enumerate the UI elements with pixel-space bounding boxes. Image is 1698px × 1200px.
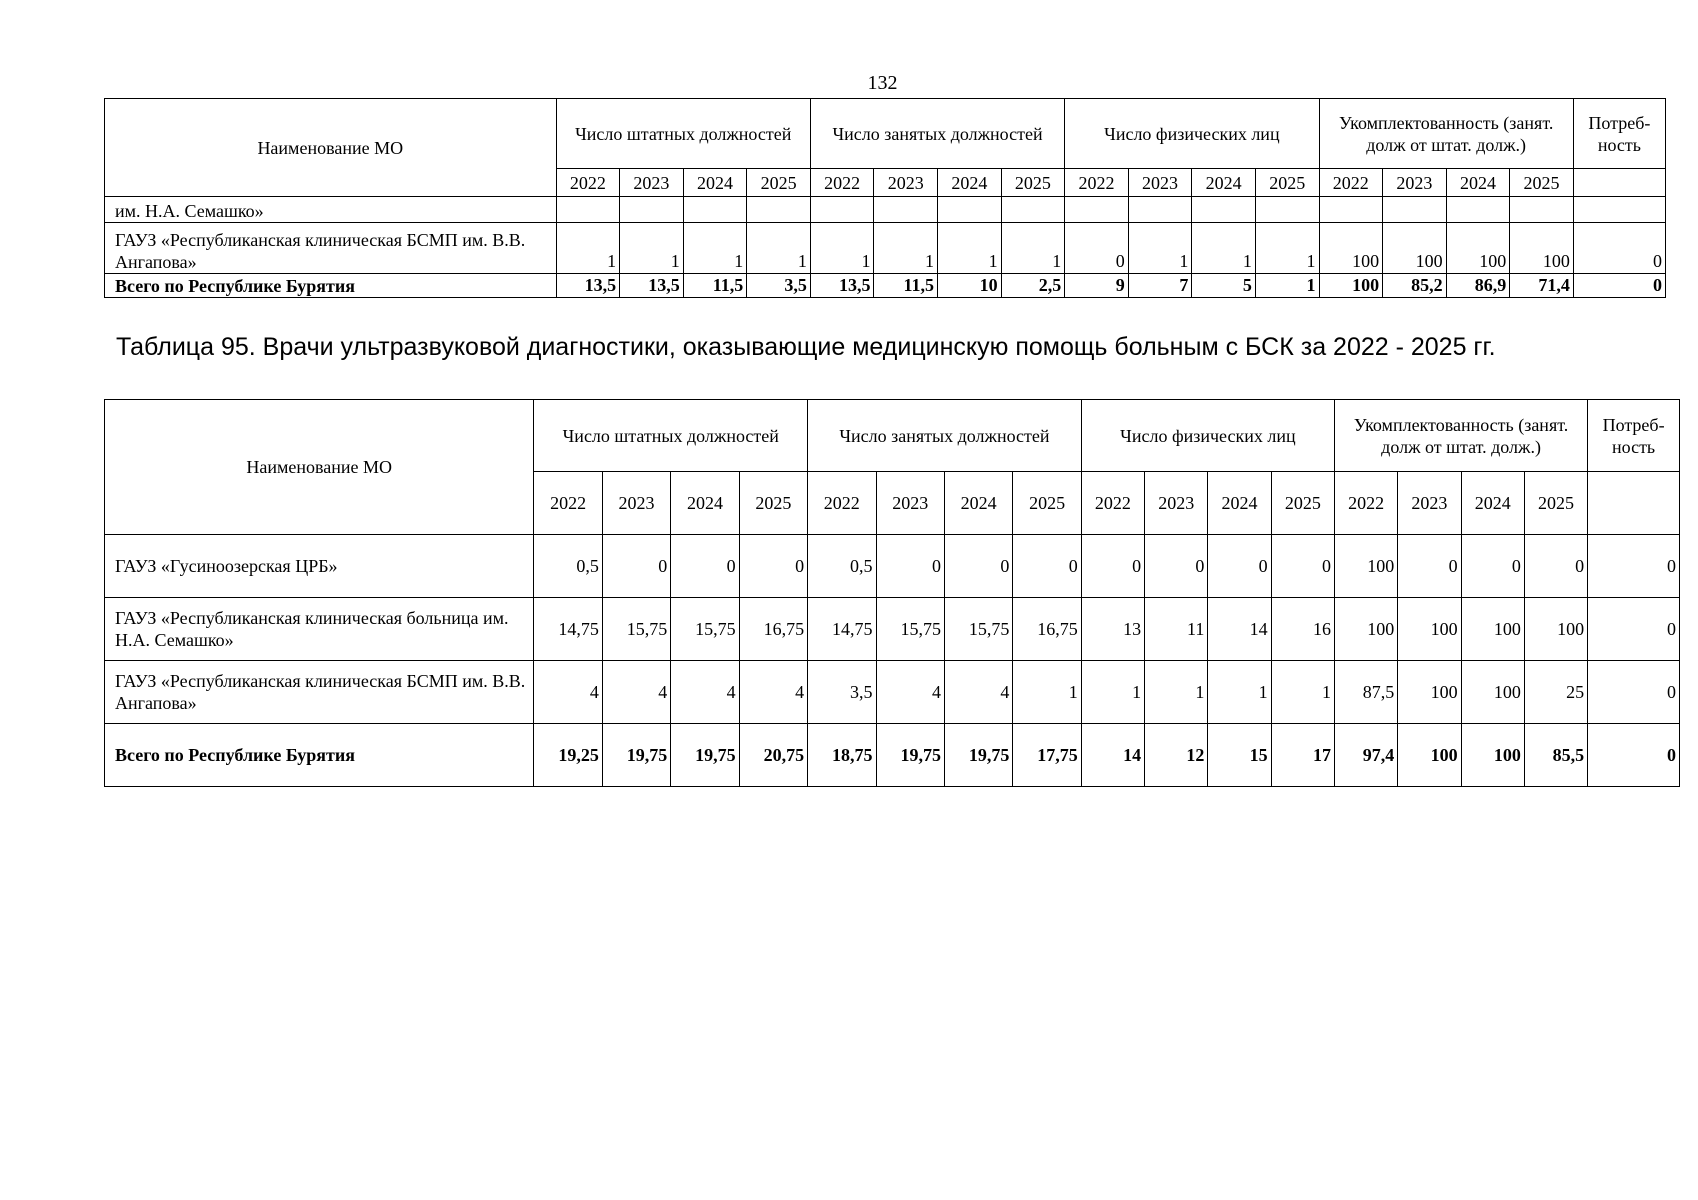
year-header: 2024 xyxy=(938,169,1002,197)
year-header: 2025 xyxy=(1255,169,1319,197)
year-header: 2022 xyxy=(556,169,620,197)
cell-value: 19,75 xyxy=(671,724,739,787)
cell-value: 15,75 xyxy=(671,598,739,661)
year-header-empty xyxy=(1573,169,1665,197)
cell-value: 100 xyxy=(1446,223,1510,274)
year-header: 2023 xyxy=(1128,169,1192,197)
cell-value: 19,75 xyxy=(876,724,944,787)
cell-value: 1 xyxy=(620,223,684,274)
row-name: ГАУЗ «Республиканская клиническая БСМП им. В.В. Ангапова» xyxy=(105,223,557,274)
cell-value: 16 xyxy=(1271,598,1334,661)
cell-value: 11 xyxy=(1145,598,1208,661)
year-header: 2022 xyxy=(1065,169,1129,197)
cell-value: 12 xyxy=(1145,724,1208,787)
page-number: 132 xyxy=(867,72,898,94)
cell-value: 0 xyxy=(1588,598,1680,661)
cell-value: 1 xyxy=(938,223,1002,274)
cell-value: 25 xyxy=(1524,661,1587,724)
row-name: Всего по Республике Бурятия xyxy=(105,274,557,298)
cell-value: 1 xyxy=(747,223,811,274)
cell-value xyxy=(938,197,1002,223)
cell-value xyxy=(1065,197,1129,223)
cell-value: 0 xyxy=(1524,535,1587,598)
cell-value: 0 xyxy=(876,535,944,598)
header-group-staff: Число штатных должностей xyxy=(534,400,808,472)
cell-value: 1 xyxy=(1013,661,1081,724)
cell-value: 10 xyxy=(938,274,1002,298)
year-header: 2025 xyxy=(1013,472,1081,535)
cell-value xyxy=(1573,197,1665,223)
cell-value: 0 xyxy=(1573,274,1665,298)
cell-value xyxy=(1255,197,1319,223)
year-header: 2022 xyxy=(808,472,876,535)
table-row xyxy=(105,535,1680,598)
table-row xyxy=(105,661,1680,724)
cell-value: 15 xyxy=(1208,724,1271,787)
cell-value: 18,75 xyxy=(808,724,876,787)
cell-value: 0 xyxy=(1573,223,1665,274)
cell-value: 97,4 xyxy=(1334,724,1397,787)
cell-value: 1 xyxy=(1192,223,1256,274)
cell-value: 1 xyxy=(1255,223,1319,274)
cell-value: 20,75 xyxy=(739,724,807,787)
cell-value: 1 xyxy=(1208,661,1271,724)
cell-value: 0 xyxy=(1081,535,1144,598)
cell-value: 87,5 xyxy=(1334,661,1397,724)
table-95 xyxy=(104,399,1680,787)
year-header: 2024 xyxy=(1446,169,1510,197)
cell-value: 16,75 xyxy=(739,598,807,661)
cell-value xyxy=(1446,197,1510,223)
cell-value xyxy=(874,197,938,223)
cell-value: 5 xyxy=(1192,274,1256,298)
cell-value: 0 xyxy=(1013,535,1081,598)
cell-value: 100 xyxy=(1461,724,1524,787)
year-header: 2023 xyxy=(1398,472,1461,535)
year-header: 2022 xyxy=(1334,472,1397,535)
cell-value: 15,75 xyxy=(944,598,1012,661)
cell-value: 15,75 xyxy=(602,598,670,661)
table-caption: Таблица 95. Врачи ультразвуковой диагностики, оказывающие медицинскую помощь больным с БСК за 2022 - 2025 гг. xyxy=(116,333,1496,361)
cell-value: 14,75 xyxy=(534,598,602,661)
cell-value: 71,4 xyxy=(1510,274,1574,298)
cell-value xyxy=(1383,197,1447,223)
year-header: 2025 xyxy=(1001,169,1065,197)
cell-value: 0 xyxy=(1461,535,1524,598)
cell-value: 0 xyxy=(1271,535,1334,598)
cell-value: 9 xyxy=(1065,274,1129,298)
row-name: ГАУЗ «Республиканская клиническая больница им. Н.А. Семашко» xyxy=(105,598,534,661)
header-group-staffing: Укомплектованность (занят. долж от штат. долж.) xyxy=(1319,99,1573,169)
cell-value: 3,5 xyxy=(808,661,876,724)
header-group-need: Потреб-ность xyxy=(1588,400,1680,472)
table-row xyxy=(105,197,1666,223)
cell-value: 0,5 xyxy=(808,535,876,598)
table-row xyxy=(105,598,1680,661)
year-header: 2023 xyxy=(602,472,670,535)
year-header: 2024 xyxy=(671,472,739,535)
cell-value: 17,75 xyxy=(1013,724,1081,787)
cell-value xyxy=(1192,197,1256,223)
cell-value: 100 xyxy=(1398,598,1461,661)
cell-value: 4 xyxy=(876,661,944,724)
cell-value: 100 xyxy=(1461,598,1524,661)
cell-value: 100 xyxy=(1319,223,1383,274)
cell-value: 0 xyxy=(1588,661,1680,724)
cell-value xyxy=(556,197,620,223)
cell-value: 11,5 xyxy=(683,274,747,298)
year-header: 2022 xyxy=(810,169,874,197)
cell-value: 100 xyxy=(1461,661,1524,724)
cell-value: 4 xyxy=(944,661,1012,724)
cell-value: 0 xyxy=(1145,535,1208,598)
cell-value: 11,5 xyxy=(874,274,938,298)
header-group-persons: Число физических лиц xyxy=(1065,99,1319,169)
cell-value: 0 xyxy=(1065,223,1129,274)
header-group-persons: Число физических лиц xyxy=(1081,400,1334,472)
cell-value: 3,5 xyxy=(747,274,811,298)
year-header: 2025 xyxy=(739,472,807,535)
cell-value: 13,5 xyxy=(556,274,620,298)
cell-value: 100 xyxy=(1334,598,1397,661)
cell-value: 19,25 xyxy=(534,724,602,787)
header-name: Наименование МО xyxy=(105,99,557,197)
header-group-staff: Число штатных должностей xyxy=(556,99,810,169)
cell-value: 13,5 xyxy=(620,274,684,298)
cell-value: 14,75 xyxy=(808,598,876,661)
cell-value: 13 xyxy=(1081,598,1144,661)
cell-value: 14 xyxy=(1208,598,1271,661)
cell-value: 1 xyxy=(1255,274,1319,298)
table-continued xyxy=(104,98,1666,298)
cell-value: 0 xyxy=(739,535,807,598)
year-header: 2023 xyxy=(1145,472,1208,535)
cell-value: 1 xyxy=(1001,223,1065,274)
year-header: 2024 xyxy=(944,472,1012,535)
cell-value: 19,75 xyxy=(944,724,1012,787)
header-group-need: Потреб-ность xyxy=(1573,99,1665,169)
cell-value: 100 xyxy=(1334,535,1397,598)
cell-value xyxy=(1128,197,1192,223)
year-header-empty xyxy=(1588,472,1680,535)
table-row xyxy=(105,724,1680,787)
row-name: Всего по Республике Бурятия xyxy=(105,724,534,787)
year-header: 2024 xyxy=(1461,472,1524,535)
year-header: 2024 xyxy=(1192,169,1256,197)
year-header: 2023 xyxy=(620,169,684,197)
cell-value: 4 xyxy=(602,661,670,724)
header-group-occupied: Число занятых должностей xyxy=(810,99,1064,169)
cell-value: 1 xyxy=(1271,661,1334,724)
year-header: 2022 xyxy=(1319,169,1383,197)
row-name: ГАУЗ «Республиканская клиническая БСМП им. В.В. Ангапова» xyxy=(105,661,534,724)
header-group-occupied: Число занятых должностей xyxy=(808,400,1082,472)
cell-value: 86,9 xyxy=(1446,274,1510,298)
cell-value: 4 xyxy=(671,661,739,724)
year-header: 2025 xyxy=(1271,472,1334,535)
cell-value: 1 xyxy=(874,223,938,274)
header-name: Наименование МО xyxy=(105,400,534,535)
year-header: 2023 xyxy=(876,472,944,535)
cell-value: 100 xyxy=(1524,598,1587,661)
cell-value: 0 xyxy=(1208,535,1271,598)
table-row xyxy=(105,223,1666,274)
year-header: 2023 xyxy=(1383,169,1447,197)
cell-value: 1 xyxy=(1081,661,1144,724)
year-header: 2025 xyxy=(1510,169,1574,197)
cell-value: 16,75 xyxy=(1013,598,1081,661)
row-name: ГАУЗ «Гусиноозерская ЦРБ» xyxy=(105,535,534,598)
cell-value: 0 xyxy=(671,535,739,598)
cell-value: 0 xyxy=(602,535,670,598)
year-header: 2025 xyxy=(747,169,811,197)
cell-value: 1 xyxy=(1145,661,1208,724)
cell-value: 85,5 xyxy=(1524,724,1587,787)
cell-value: 100 xyxy=(1398,661,1461,724)
cell-value: 100 xyxy=(1319,274,1383,298)
cell-value: 4 xyxy=(534,661,602,724)
cell-value: 0 xyxy=(1398,535,1461,598)
row-name: им. Н.А. Семашко» xyxy=(105,197,557,223)
year-header: 2024 xyxy=(683,169,747,197)
cell-value: 15,75 xyxy=(876,598,944,661)
cell-value: 4 xyxy=(739,661,807,724)
cell-value xyxy=(810,197,874,223)
year-header: 2023 xyxy=(874,169,938,197)
year-header: 2022 xyxy=(534,472,602,535)
cell-value xyxy=(1319,197,1383,223)
cell-value: 100 xyxy=(1383,223,1447,274)
cell-value: 1 xyxy=(810,223,874,274)
header-group-staffing: Укомплектованность (занят. долж от штат. долж.) xyxy=(1334,400,1587,472)
cell-value: 7 xyxy=(1128,274,1192,298)
cell-value: 100 xyxy=(1510,223,1574,274)
cell-value: 1 xyxy=(683,223,747,274)
year-header: 2024 xyxy=(1208,472,1271,535)
cell-value: 1 xyxy=(1128,223,1192,274)
year-header: 2022 xyxy=(1081,472,1144,535)
cell-value: 17 xyxy=(1271,724,1334,787)
cell-value: 13,5 xyxy=(810,274,874,298)
cell-value: 2,5 xyxy=(1001,274,1065,298)
cell-value: 0,5 xyxy=(534,535,602,598)
cell-value: 0 xyxy=(944,535,1012,598)
cell-value: 14 xyxy=(1081,724,1144,787)
cell-value xyxy=(683,197,747,223)
year-header: 2025 xyxy=(1524,472,1587,535)
cell-value: 19,75 xyxy=(602,724,670,787)
cell-value: 1 xyxy=(556,223,620,274)
cell-value xyxy=(1510,197,1574,223)
cell-value: 0 xyxy=(1588,724,1680,787)
cell-value xyxy=(1001,197,1065,223)
cell-value: 0 xyxy=(1588,535,1680,598)
cell-value xyxy=(620,197,684,223)
cell-value: 100 xyxy=(1398,724,1461,787)
cell-value: 85,2 xyxy=(1383,274,1447,298)
cell-value xyxy=(747,197,811,223)
table-row xyxy=(105,274,1666,298)
